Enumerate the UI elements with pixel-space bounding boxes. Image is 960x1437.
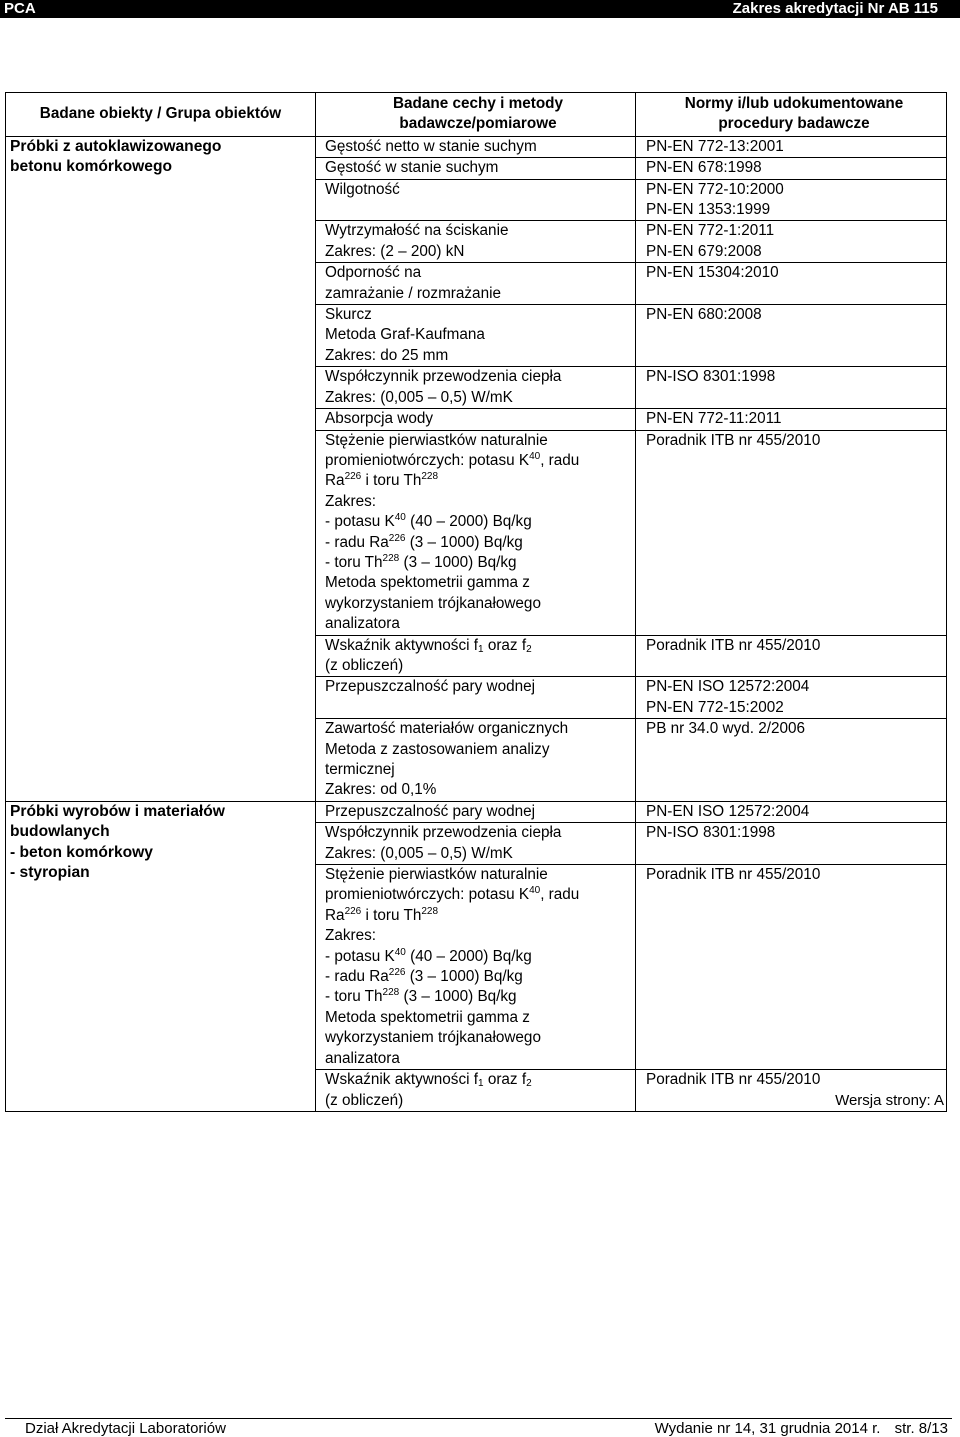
feature-text: Ra (325, 906, 345, 924)
feature-text: wykorzystaniem trójkanałowego (325, 594, 541, 612)
feature-line (325, 137, 631, 157)
norm-line (646, 1070, 942, 1090)
feature-cell (316, 823, 636, 865)
superscript: 40 (529, 450, 541, 462)
superscript: 228 (382, 552, 400, 564)
feature-line (325, 242, 631, 262)
superscript: 40 (394, 512, 406, 524)
feature-text: analizatora (325, 1049, 400, 1067)
feature-line (325, 865, 631, 885)
feature-line (325, 180, 631, 200)
feature-text: Gęstość netto w stanie suchym (325, 137, 537, 155)
footer-edition: Wydanie nr 14, 31 grudnia 2014 r. (654, 1420, 881, 1437)
feature-text: , radu (540, 886, 580, 904)
norm-text: PN-EN 15304:2010 (646, 264, 779, 282)
feature-text: analizatora (325, 615, 400, 633)
feature-text: Zakres: (2 – 200) kN (325, 242, 465, 260)
norm-text: PN-EN 772-10:2000 (646, 180, 784, 198)
feature-text: Wytrzymałość na ściskanie (325, 222, 509, 240)
norm-text: PN-EN 1353:1999 (646, 201, 771, 219)
feature-line (325, 967, 631, 987)
feature-text: (z obliczeń) (325, 1091, 404, 1109)
norm-cell (636, 158, 947, 179)
table-header-row (6, 93, 947, 137)
feature-line (325, 512, 631, 532)
norm-text: PN-ISO 8301:1998 (646, 368, 776, 386)
object-group-name: - styropian (10, 864, 90, 882)
feature-cell (316, 409, 636, 430)
norm-cell (636, 221, 947, 263)
norm-line (646, 698, 942, 718)
feature-text: Zawartość materiałów organicznych (325, 720, 569, 738)
feature-cell (316, 136, 636, 157)
norm-cell (636, 719, 947, 802)
feature-line (325, 553, 631, 573)
feature-text: wykorzystaniem trójkanałowego (325, 1029, 541, 1047)
feature-text: Metoda z zastosowaniem analizy (325, 740, 550, 758)
norm-line (646, 305, 942, 325)
norm-cell (636, 865, 947, 1070)
feature-text: Wskaźnik aktywności f (325, 1071, 479, 1089)
feature-line (325, 656, 631, 676)
column-header-features: Badane cechy i metody badawcze/pomiarowe (316, 93, 636, 137)
norm-line (646, 865, 942, 885)
feature-text: termicznej (325, 761, 395, 778)
superscript: 226 (388, 532, 406, 544)
norm-text: Poradnik ITB nr 455/2010 (646, 431, 821, 449)
page-version: Wersja strony: A (835, 1092, 944, 1109)
feature-line (325, 573, 631, 593)
feature-text: Wilgotność (325, 180, 400, 198)
norm-cell (636, 635, 947, 677)
norm-text: PN-EN 680:2008 (646, 306, 762, 324)
feature-line (325, 367, 631, 387)
norm-text: PN-EN 678:1998 (646, 159, 762, 177)
feature-text: Współczynnik przewodzenia ciepła (325, 368, 562, 386)
feature-text: Zakres: od 0,1% (325, 781, 437, 799)
feature-text: Zakres: (325, 492, 376, 510)
feature-line (325, 409, 631, 429)
feature-line (325, 740, 631, 760)
footer-right (645, 1420, 948, 1437)
superscript: 40 (394, 946, 406, 958)
subscript: 2 (526, 1078, 532, 1090)
table-row (6, 801, 947, 822)
norm-cell (636, 430, 947, 635)
norm-line (646, 263, 942, 283)
feature-cell (316, 865, 636, 1070)
norm-text: PN-EN ISO 12572:2004 (646, 678, 810, 696)
feature-line (325, 305, 631, 325)
feature-cell (316, 719, 636, 802)
norm-line (646, 367, 942, 387)
feature-cell (316, 305, 636, 367)
feature-line (325, 614, 631, 634)
feature-line (325, 947, 631, 967)
norm-line (646, 677, 942, 697)
feature-cell (316, 1070, 636, 1112)
norm-line (646, 221, 942, 241)
feature-text: - toru Th (325, 988, 383, 1006)
norm-text: PN-EN ISO 12572:2004 (646, 802, 810, 820)
norm-line (646, 200, 942, 220)
object-group-name: Próbki z autoklawizowanego (10, 137, 222, 155)
feature-line (325, 802, 631, 822)
feature-line (325, 1091, 631, 1111)
feature-text: (3 – 1000) Bq/kg (405, 968, 523, 986)
feature-line (325, 906, 631, 926)
feature-cell (316, 801, 636, 822)
norm-line (646, 431, 942, 451)
feature-cell (316, 677, 636, 719)
feature-line (325, 760, 631, 780)
feature-text: (40 – 2000) Bq/kg (405, 947, 532, 965)
feature-cell (316, 367, 636, 409)
header-org: PCA (4, 0, 36, 17)
feature-line (325, 325, 631, 345)
feature-text: Współczynnik przewodzenia ciepła (325, 824, 562, 842)
feature-line (325, 284, 631, 304)
norm-text: PN-EN 772-11:2011 (646, 410, 782, 428)
norm-cell (636, 263, 947, 305)
norm-cell (636, 367, 947, 409)
page-header-bar (0, 0, 960, 18)
feature-text: , radu (540, 451, 580, 469)
footer-department: Dział Akredytacji Laboratoriów (25, 1420, 226, 1437)
feature-line (325, 926, 631, 946)
scrollbar[interactable] (944, 0, 960, 18)
norm-text: PB nr 34.0 wyd. 2/2006 (646, 720, 806, 738)
feature-text: (3 – 1000) Bq/kg (405, 533, 523, 551)
feature-text: Absorpcja wody (325, 410, 433, 428)
feature-text: - potasu K (325, 513, 395, 531)
page-footer (5, 1418, 952, 1437)
feature-cell (316, 635, 636, 677)
norm-cell (636, 801, 947, 822)
norm-line (646, 636, 942, 656)
feature-text: Skurcz (325, 306, 372, 324)
norm-cell (636, 305, 947, 367)
feature-text: zamrażanie / rozmrażanie (325, 284, 501, 302)
subscript: 1 (478, 1078, 484, 1090)
feature-text: promieniotwórczych: potasu K (325, 886, 530, 904)
header-title: Zakres akredytacji Nr AB 115 (732, 0, 938, 17)
feature-text: oraz f (483, 1071, 527, 1089)
feature-line (325, 823, 631, 843)
norm-cell (636, 677, 947, 719)
superscript: 228 (382, 987, 400, 999)
feature-text: (3 – 1000) Bq/kg (399, 553, 517, 571)
feature-text: Odporność na (325, 264, 422, 282)
feature-text: promieniotwórczych: potasu K (325, 451, 530, 469)
norm-text: PN-EN 772-13:2001 (646, 137, 784, 155)
column-header-objects: Badane obiekty / Grupa obiektów (6, 93, 316, 137)
norm-text: PN-EN 679:2008 (646, 242, 762, 260)
norm-line (646, 719, 942, 739)
feature-line (325, 1028, 631, 1048)
feature-text: Stężenie pierwiastków naturalnie (325, 431, 548, 449)
norm-cell (636, 136, 947, 157)
norm-line (646, 137, 942, 157)
feature-line (325, 431, 631, 451)
norm-line (646, 158, 942, 178)
norm-line (646, 180, 942, 200)
feature-line (325, 1070, 631, 1090)
feature-text: - toru Th (325, 553, 383, 571)
subscript: 1 (478, 643, 484, 655)
norm-cell (636, 409, 947, 430)
feature-line (325, 885, 631, 905)
feature-text: Ra (325, 472, 345, 490)
feature-cell (316, 263, 636, 305)
feature-text: Zakres: (0,005 – 0,5) W/mK (325, 844, 513, 862)
norm-line (646, 823, 942, 843)
feature-line (325, 780, 631, 800)
superscript: 228 (421, 905, 439, 917)
feature-text: - potasu K (325, 947, 395, 965)
footer-page-number: str. 8/13 (894, 1420, 948, 1437)
feature-line (325, 451, 631, 471)
feature-line (325, 158, 631, 178)
norm-text: Poradnik ITB nr 455/2010 (646, 866, 821, 884)
column-header-norms: Normy i/lub udokumentowane procedury badawcze (636, 93, 947, 137)
norm-cell (636, 823, 947, 865)
feature-text: Stężenie pierwiastków naturalnie (325, 866, 548, 884)
feature-line (325, 533, 631, 553)
superscript: 226 (344, 471, 362, 483)
feature-text: Metoda Graf-Kaufmana (325, 326, 485, 344)
feature-text: (3 – 1000) Bq/kg (399, 988, 517, 1006)
norm-cell (636, 179, 947, 221)
feature-text: (z obliczeń) (325, 656, 404, 674)
object-group-name: - beton komórkowy (10, 843, 153, 861)
feature-line (325, 221, 631, 241)
feature-line (325, 388, 631, 408)
feature-text: Przepuszczalność pary wodnej (325, 678, 536, 696)
feature-text: Przepuszczalność pary wodnej (325, 802, 536, 820)
accreditation-table (5, 92, 947, 1112)
feature-line (325, 263, 631, 283)
superscript: 226 (344, 905, 362, 917)
feature-line (325, 346, 631, 366)
feature-line (325, 594, 631, 614)
norm-text: PN-EN 772-1:2011 (646, 222, 775, 240)
feature-line (325, 636, 631, 656)
feature-text: Metoda spektometrii gamma z (325, 1008, 530, 1026)
object-group-cell (6, 136, 316, 801)
feature-text: Zakres: do 25 mm (325, 346, 449, 364)
object-group-name: Próbki wyrobów i materiałów (10, 802, 225, 820)
norm-text: PN-ISO 8301:1998 (646, 824, 776, 842)
object-group-name: budowlanych (10, 823, 110, 841)
feature-cell (316, 221, 636, 263)
feature-text: i toru Th (361, 906, 422, 924)
feature-text: (40 – 2000) Bq/kg (405, 513, 532, 531)
feature-text: Zakres: (325, 927, 376, 945)
feature-text: Zakres: (0,005 – 0,5) W/mK (325, 388, 513, 406)
feature-cell (316, 158, 636, 179)
feature-line (325, 471, 631, 491)
superscript: 228 (421, 471, 439, 483)
feature-line (325, 677, 631, 697)
norm-line (646, 802, 942, 822)
subscript: 2 (526, 643, 532, 655)
feature-text: Wskaźnik aktywności f (325, 636, 479, 654)
feature-line (325, 1049, 631, 1069)
table-row (6, 136, 947, 157)
feature-cell (316, 179, 636, 221)
object-group-cell (6, 801, 316, 1111)
feature-line (325, 1008, 631, 1028)
feature-line (325, 492, 631, 512)
feature-text: Metoda spektometrii gamma z (325, 574, 530, 592)
superscript: 226 (388, 967, 406, 979)
feature-line (325, 719, 631, 739)
superscript: 40 (529, 885, 541, 897)
norm-text: Poradnik ITB nr 455/2010 (646, 636, 821, 654)
feature-text: - radu Ra (325, 968, 389, 986)
feature-line (325, 844, 631, 864)
norm-text: PN-EN 772-15:2002 (646, 698, 784, 716)
feature-text: oraz f (483, 636, 527, 654)
norm-line (646, 242, 942, 262)
object-group-name: betonu komórkowego (10, 158, 173, 176)
feature-line (325, 987, 631, 1007)
feature-text: i toru Th (361, 472, 422, 490)
norm-line (646, 409, 942, 429)
feature-cell (316, 430, 636, 635)
feature-text: - radu Ra (325, 533, 389, 551)
feature-text: Gęstość w stanie suchym (325, 159, 499, 177)
norm-text: Poradnik ITB nr 455/2010 (646, 1071, 821, 1089)
